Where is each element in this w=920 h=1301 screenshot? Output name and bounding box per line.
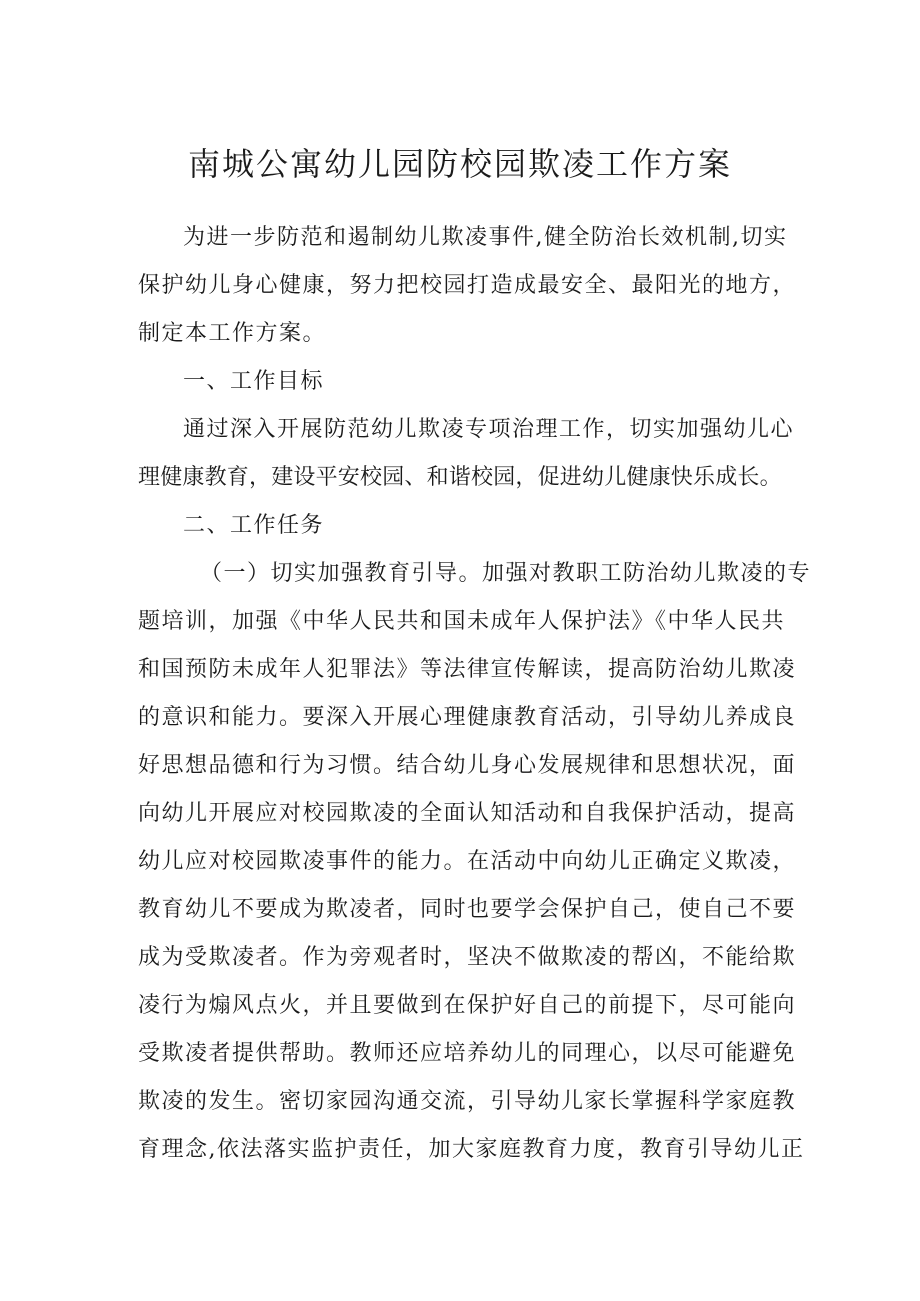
paragraph-line: 为进一步防范和遏制幼儿欺凌事件,健全防治长效机制,切实 <box>183 225 788 250</box>
section-heading: 二、工作任务 <box>183 513 325 538</box>
paragraph-line: 的意识和能力。要深入开展心理健康教育活动，引导幼儿养成良 <box>138 705 797 730</box>
paragraph-line: 和国预防未成年人犯罪法》等法律宣传解读，提高防治幼儿欺凌 <box>138 657 797 682</box>
paragraph-line: 教育幼儿不要成为欺凌者，同时也要学会保护自己，使自己不要 <box>138 897 797 922</box>
paragraph-line: 成为受欺凌者。作为旁观者时，坚决不做欺凌的帮凶，不能给欺 <box>138 945 797 970</box>
paragraph-line: 保护幼儿身心健康，努力把校园打造成最安全、最阳光的地方， <box>138 273 797 298</box>
paragraph-line: （一）切实加强教育引导。加强对教职工防治幼儿欺凌的专 <box>200 561 812 586</box>
paragraph-line: 受欺凌者提供帮助。教师还应培养幼儿的同理心，以尽可能避免 <box>138 1041 797 1066</box>
paragraph-line: 幼儿应对校园欺凌事件的能力。在活动中向幼儿正确定义欺凌， <box>138 849 797 874</box>
paragraph-line: 向幼儿开展应对校园欺凌的全面认知活动和自我保护活动，提高 <box>138 801 797 826</box>
paragraph-line: 通过深入开展防范幼儿欺凌专项治理工作，切实加强幼儿心 <box>183 417 795 442</box>
section-heading: 一、工作目标 <box>183 369 325 394</box>
paragraph-line: 欺凌的发生。密切家园沟通交流，引导幼儿家长掌握科学家庭教 <box>138 1089 797 1114</box>
document-title: 南城公寓幼儿园防校园欺凌工作方案 <box>187 145 732 183</box>
paragraph-line: 题培训，加强《中华人民共和国未成年人保护法》《中华人民共 <box>138 609 786 634</box>
paragraph-line: 好思想品德和行为习惯。结合幼儿身心发展规律和思想状况，面 <box>138 753 797 778</box>
paragraph-line: 凌行为煽风点火，并且要做到在保护好自己的前提下，尽可能向 <box>138 993 797 1018</box>
paragraph-line: 育理念,依法落实监护责任，加大家庭教育力度，教育引导幼儿正 <box>138 1137 805 1162</box>
paragraph-line: 制定本工作方案。 <box>138 321 327 346</box>
paragraph-line: 理健康教育，建设平安校园、和谐校园，促进幼儿健康快乐成长。 <box>138 465 782 490</box>
